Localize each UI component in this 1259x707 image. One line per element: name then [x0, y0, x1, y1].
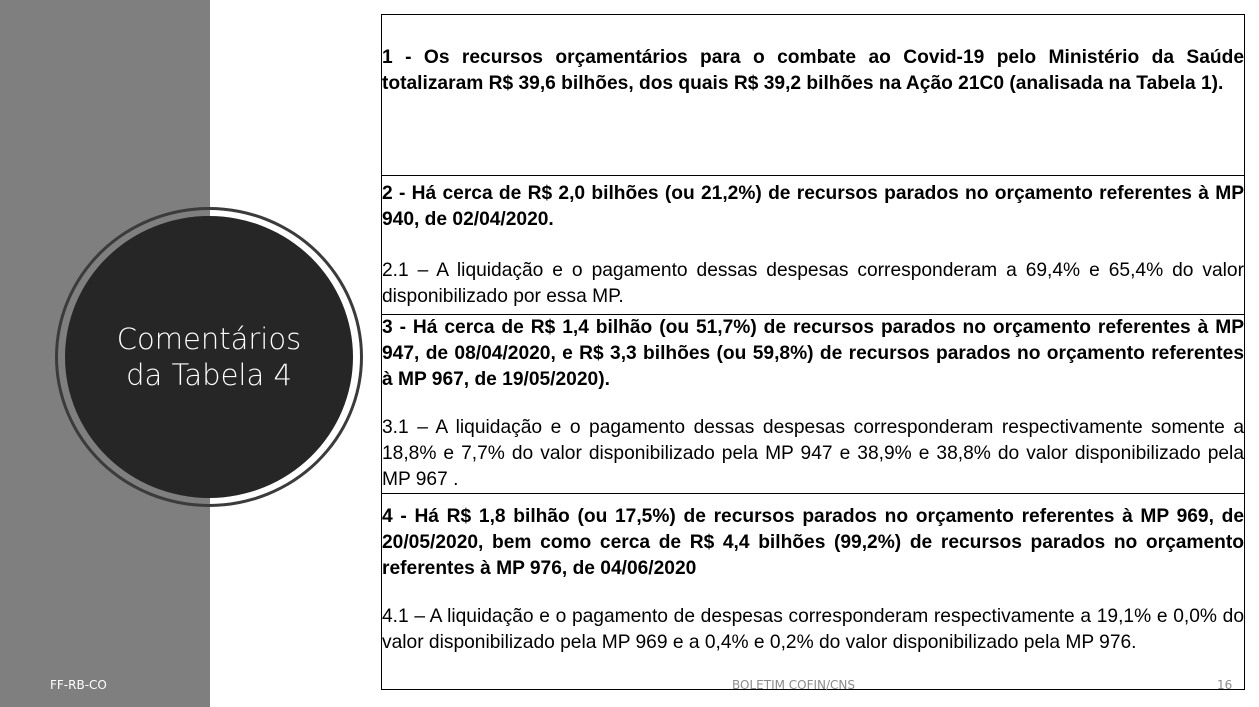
comment-detail-2: 2.1 – A liquidação e o pagamento dessas despesas corresponderam a 69,4% e 65,4% do valor disponibilizado por essa MP.	[382, 260, 1244, 307]
section-title-line2: da Tabela 4	[126, 358, 292, 392]
section-title-line1: Comentários	[116, 322, 302, 356]
comment-detail-4: 4.1 – A liquidação e o pagamento de despesas corresponderam respectivamente a 19,1% e 0,0% do valor disponibilizado pela MP 969 e a 0,4% e 0,2% do valor disponibilizado pela MP 976.	[382, 606, 1244, 653]
comment-heading-2: 2 - Há cerca de R$ 2,0 bilhões (ou 21,2%) de recursos parados no orçamento referentes à MP 940, de 02/04/2020.	[382, 183, 1244, 230]
page-number: 16	[1217, 678, 1233, 692]
section-title	[99, 321, 319, 393]
section-circle	[65, 216, 353, 498]
comment-row-3	[382, 314, 1244, 493]
comment-heading-3: 3 - Há cerca de R$ 1,4 bilhão (ou 51,7%) de recursos parados no orçamento referentes à MP 947, de 08/04/2020, e R$ 3,3 bilhões (ou 59,8%) de recursos parados no orçamento referentes à MP 967, de 19/05/2020).	[382, 317, 1244, 390]
comment-row-2	[382, 175, 1244, 314]
comment-row-4	[382, 493, 1244, 690]
footer-code: FF-RB-CO	[50, 678, 107, 692]
comments-table	[381, 14, 1245, 690]
comment-heading-1: 1 - Os recursos orçamentários para o combate ao Covid-19 pelo Ministério da Saúde totalizaram R$ 39,6 bilhões, dos quais R$ 39,2 bilhões na Ação 21C0 (analisada na Tabela 1).	[382, 47, 1244, 94]
comment-row-1	[382, 15, 1244, 175]
comment-heading-4: 4 - Há R$ 1,8 bilhão (ou 17,5%) de recursos parados no orçamento referentes à MP 969, de 20/05/2020, bem como cerca de R$ 4,4 bilhões (99,2%) de recursos parados no orçamento referentes à MP 976, de 04/06/2020	[382, 506, 1244, 579]
footer-title: BOLETIM COFIN/CNS	[732, 678, 856, 692]
comment-detail-3: 3.1 – A liquidação e o pagamento dessas despesas corresponderam respectivamente somente a 18,8% e 7,7% do valor disponibilizado pela MP 947 e 38,9% e 38,8% do valor disponibilizado pela MP 967 .	[382, 417, 1244, 490]
